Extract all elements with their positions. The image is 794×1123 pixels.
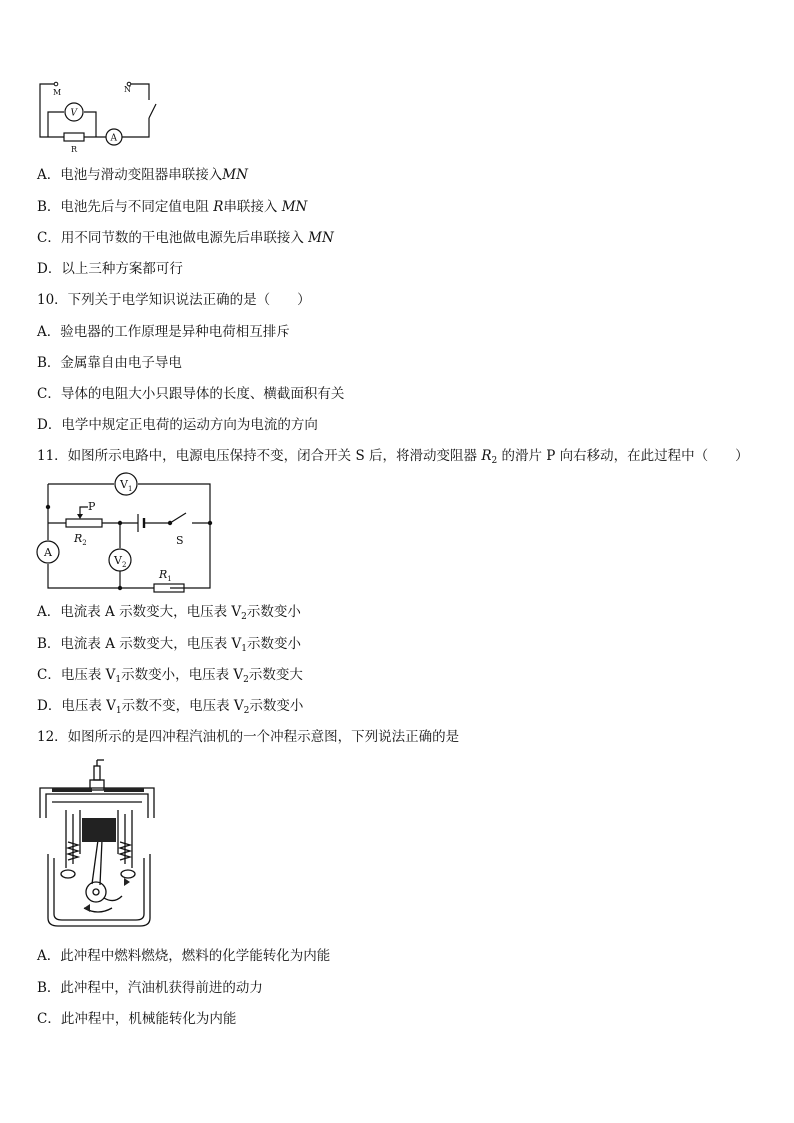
q10-option-c: C．导体的电阻大小只跟导体的长度、横截面积有关 (37, 386, 345, 402)
label-p: P (88, 500, 96, 513)
label-v2: $V_2$ (114, 554, 127, 569)
q10-option-d: D．电学中规定正电荷的运动方向为电流的方向 (37, 417, 318, 433)
q9-option-c: C．用不同节数的干电池做电源先后串联接入 MN (37, 230, 334, 246)
q9-option-a: A．电池与滑动变阻器串联接入MN (37, 167, 248, 183)
label-a: A (44, 546, 52, 559)
label-v: V (70, 108, 77, 119)
q11-option-d: D．电压表 $V_1$示数不变，电压表 $V_2$示数变小 (37, 698, 304, 716)
label-a: A (110, 133, 117, 144)
label-s: S (176, 534, 184, 547)
q11-stem: 11．如图所示电路中，电源电压保持不变，闭合开关 S 后，将滑动变阻器 $R_2$ 的滑片 P 向右移动，在此过程中（ ） (37, 448, 749, 466)
q12-option-c: C．此冲程中，机械能转化为内能 (37, 1011, 237, 1027)
q12-stem: 12．如图所示的是四冲程汽油机的一个冲程示意图，下列说法正确的是 (37, 729, 460, 745)
circuit-diagram-1 (36, 76, 166, 156)
q12-option-a: A．此冲程中燃料燃烧，燃料的化学能转化为内能 (37, 948, 331, 964)
label-n: N (124, 85, 131, 94)
q10-option-a: A．验电器的工作原理是异种电荷相互排斥 (37, 324, 290, 340)
q9-option-b: B．电池先后与不同定值电阻 R串联接入 MN (37, 199, 308, 215)
engine-diagram (38, 758, 162, 930)
label-r1: $R_1$ (159, 568, 172, 583)
label-v1: $V_1$ (120, 478, 133, 493)
q9-option-d: D．以上三种方案都可行 (37, 261, 183, 277)
q12-option-b: B．此冲程中，汽油机获得前进的动力 (37, 980, 263, 996)
label-r2: $R_2$ (74, 532, 87, 547)
label-m: M (53, 88, 62, 97)
q10-stem: 10．下列关于电学知识说法正确的是（ ） (37, 292, 311, 308)
q11-option-a: A．电流表 A 示数变大，电压表 $V_2$示数变小 (37, 604, 301, 622)
q11-option-b: B．电流表 A 示数变大，电压表 $V_1$示数变小 (37, 636, 302, 654)
circuit-diagram-2 (36, 476, 216, 594)
q10-option-b: B．金属靠自由电子导电 (37, 355, 182, 371)
q11-option-c: C．电压表 $V_1$示数变小，电压表 $V_2$示数变大 (37, 667, 303, 685)
label-r: R (71, 145, 78, 154)
